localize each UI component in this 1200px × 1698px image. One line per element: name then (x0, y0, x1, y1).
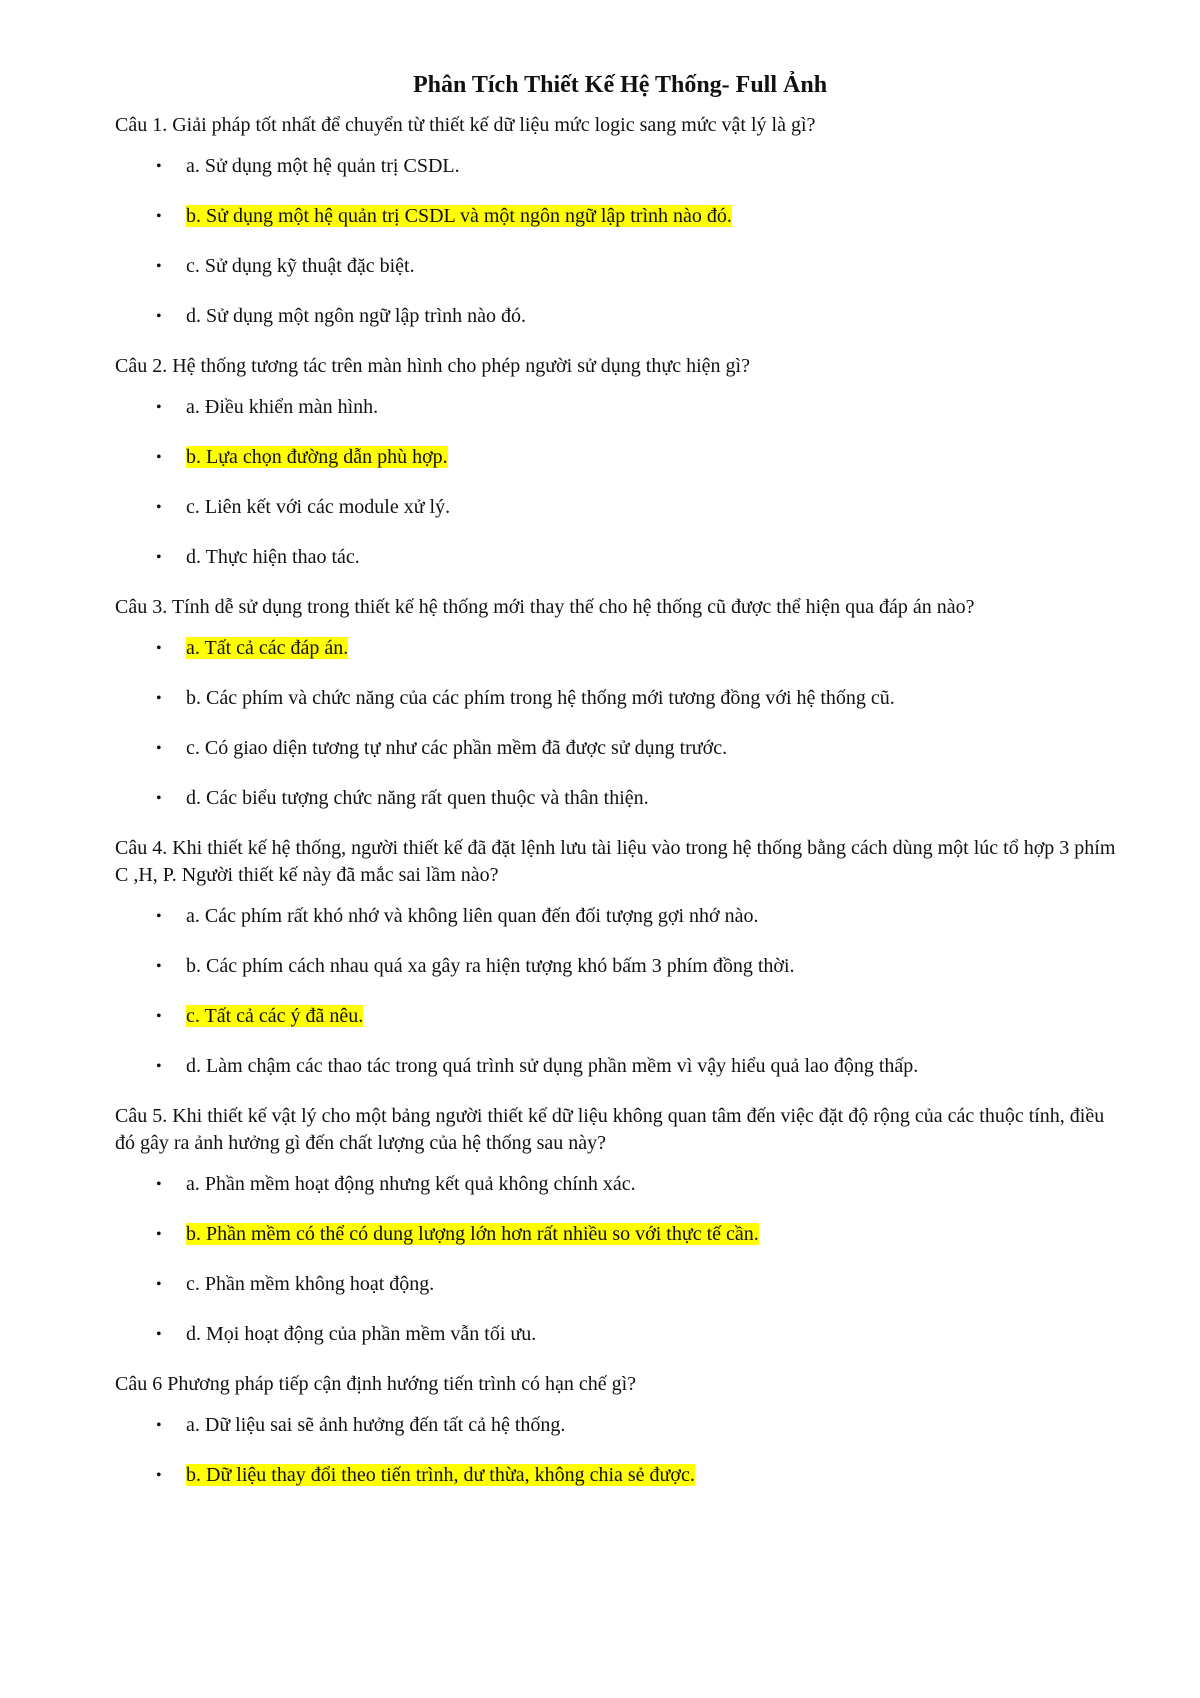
answer-text-highlighted: b. Sử dụng một hệ quản trị CSDL và một ngôn ngữ lập trình nào đó. (186, 205, 732, 227)
answer-option (115, 444, 1125, 471)
bullet-icon: • (156, 1226, 162, 1243)
option-list (115, 153, 1125, 330)
bullet-icon: • (156, 158, 162, 175)
bullet-icon: • (156, 1467, 162, 1484)
bullet-icon: • (156, 740, 162, 757)
answer-text: a. Điều khiển màn hình. (186, 396, 379, 418)
bullet-icon: • (156, 549, 162, 566)
answer-text: d. Sử dụng một ngôn ngữ lập trình nào đó. (186, 305, 526, 327)
answer-option (115, 635, 1125, 662)
answer-text: a. Dữ liệu sai sẽ ảnh hưởng đến tất cả hệ thống. (186, 1414, 566, 1436)
bullet-icon: • (156, 258, 162, 275)
question-5: Câu 5. Khi thiết kế vật lý cho một bảng người thiết kế dữ liệu không quan tâm đến việc đặt độ rộng của các thuộc tính, điều đó gây ra ảnh hưởng gì đến chất lượng của hệ thống sau này? (115, 1105, 1105, 1154)
answer-text: d. Thực hiện thao tác. (186, 546, 360, 568)
bullet-icon: • (156, 399, 162, 416)
answer-option (115, 544, 1125, 571)
option-list (115, 635, 1125, 812)
bullet-icon: • (156, 499, 162, 516)
answer-option (115, 903, 1125, 930)
answer-option (115, 1053, 1125, 1080)
bullet-icon: • (156, 1176, 162, 1193)
answer-text: a. Phần mềm hoạt động nhưng kết quả không chính xác. (186, 1173, 636, 1195)
answer-option (115, 1003, 1125, 1030)
bullet-icon: • (156, 1276, 162, 1293)
answer-text: c. Phần mềm không hoạt động. (186, 1273, 435, 1295)
answer-option (115, 253, 1125, 280)
answer-option (115, 1171, 1125, 1198)
bullet-icon: • (156, 1008, 162, 1025)
answer-text: a. Các phím rất khó nhớ và không liên quan đến đối tượng gợi nhớ nào. (186, 905, 759, 927)
answer-option (115, 494, 1125, 521)
answer-text-highlighted: b. Dữ liệu thay đổi theo tiến trình, dư thừa, không chia sẻ được. (186, 1464, 695, 1486)
answer-option (115, 203, 1125, 230)
bullet-icon: • (156, 790, 162, 807)
document-title: Phân Tích Thiết Kế Hệ Thống- Full Ảnh (412, 72, 828, 98)
question-4: Câu 4. Khi thiết kế hệ thống, người thiết kế đã đặt lệnh lưu tài liệu vào trong hệ thống bằng cách dùng một lúc tổ hợp 3 phím C ,H, P. Người thiết kế này đã mắc sai lầm nào? (115, 837, 1116, 886)
answer-text: d. Mọi hoạt động của phần mềm vẫn tối ưu. (186, 1323, 537, 1345)
answer-option (115, 685, 1125, 712)
answer-option (115, 735, 1125, 762)
question-3: Câu 3. Tính dễ sử dụng trong thiết kế hệ thống mới thay thế cho hệ thống cũ được thể hiện qua đáp án nào? (115, 596, 975, 618)
answer-option (115, 1321, 1125, 1348)
answer-option (115, 1271, 1125, 1298)
answer-text: c. Có giao diện tương tự như các phần mềm đã được sử dụng trước. (186, 737, 728, 759)
answer-option (115, 1462, 1125, 1489)
answer-option (115, 785, 1125, 812)
question-1: Câu 1. Giải pháp tốt nhất để chuyển từ thiết kế dữ liệu mức logic sang mức vật lý là gì? (115, 114, 816, 136)
bullet-icon: • (156, 449, 162, 466)
option-list (115, 1412, 1125, 1489)
answer-option (115, 1221, 1125, 1248)
option-list (115, 903, 1125, 1080)
bullet-icon: • (156, 640, 162, 657)
answer-text: d. Các biểu tượng chức năng rất quen thuộc và thân thiện. (186, 787, 649, 809)
bullet-icon: • (156, 308, 162, 325)
bullet-icon: • (156, 1058, 162, 1075)
question-6: Câu 6 Phương pháp tiếp cận định hướng tiến trình có hạn chế gì? (115, 1373, 637, 1395)
option-list (115, 1171, 1125, 1348)
answer-text: d. Làm chậm các thao tác trong quá trình sử dụng phần mềm vì vậy hiểu quả lao động thấp. (186, 1055, 919, 1077)
question-2: Câu 2. Hệ thống tương tác trên màn hình cho phép người sử dụng thực hiện gì? (115, 355, 750, 377)
bullet-icon: • (156, 208, 162, 225)
answer-option (115, 394, 1125, 421)
answer-text-highlighted: c. Tất cả các ý đã nêu. (186, 1005, 364, 1027)
answer-text: c. Sử dụng kỹ thuật đặc biệt. (186, 255, 415, 277)
answer-text-highlighted: b. Lựa chọn đường dẫn phù hợp. (186, 446, 448, 468)
bullet-icon: • (156, 1417, 162, 1434)
bullet-icon: • (156, 690, 162, 707)
bullet-icon: • (156, 908, 162, 925)
answer-text: c. Liên kết với các module xử lý. (186, 496, 451, 518)
answer-text: b. Các phím cách nhau quá xa gây ra hiện tượng khó bấm 3 phím đồng thời. (186, 955, 795, 977)
answer-option (115, 953, 1125, 980)
answer-option (115, 1412, 1125, 1439)
answer-text: b. Các phím và chức năng của các phím trong hệ thống mới tương đồng với hệ thống cũ. (186, 687, 895, 709)
answer-text-highlighted: b. Phần mềm có thể có dung lượng lớn hơn rất nhiều so với thực tế cần. (186, 1223, 759, 1245)
answer-text-highlighted: a. Tất cả các đáp án. (186, 637, 349, 659)
answer-text: a. Sử dụng một hệ quản trị CSDL. (186, 155, 460, 177)
answer-option (115, 153, 1125, 180)
answer-option (115, 303, 1125, 330)
bullet-icon: • (156, 958, 162, 975)
question-list (115, 112, 1125, 1489)
bullet-icon: • (156, 1326, 162, 1343)
option-list (115, 394, 1125, 571)
document-page (115, 70, 1125, 1512)
